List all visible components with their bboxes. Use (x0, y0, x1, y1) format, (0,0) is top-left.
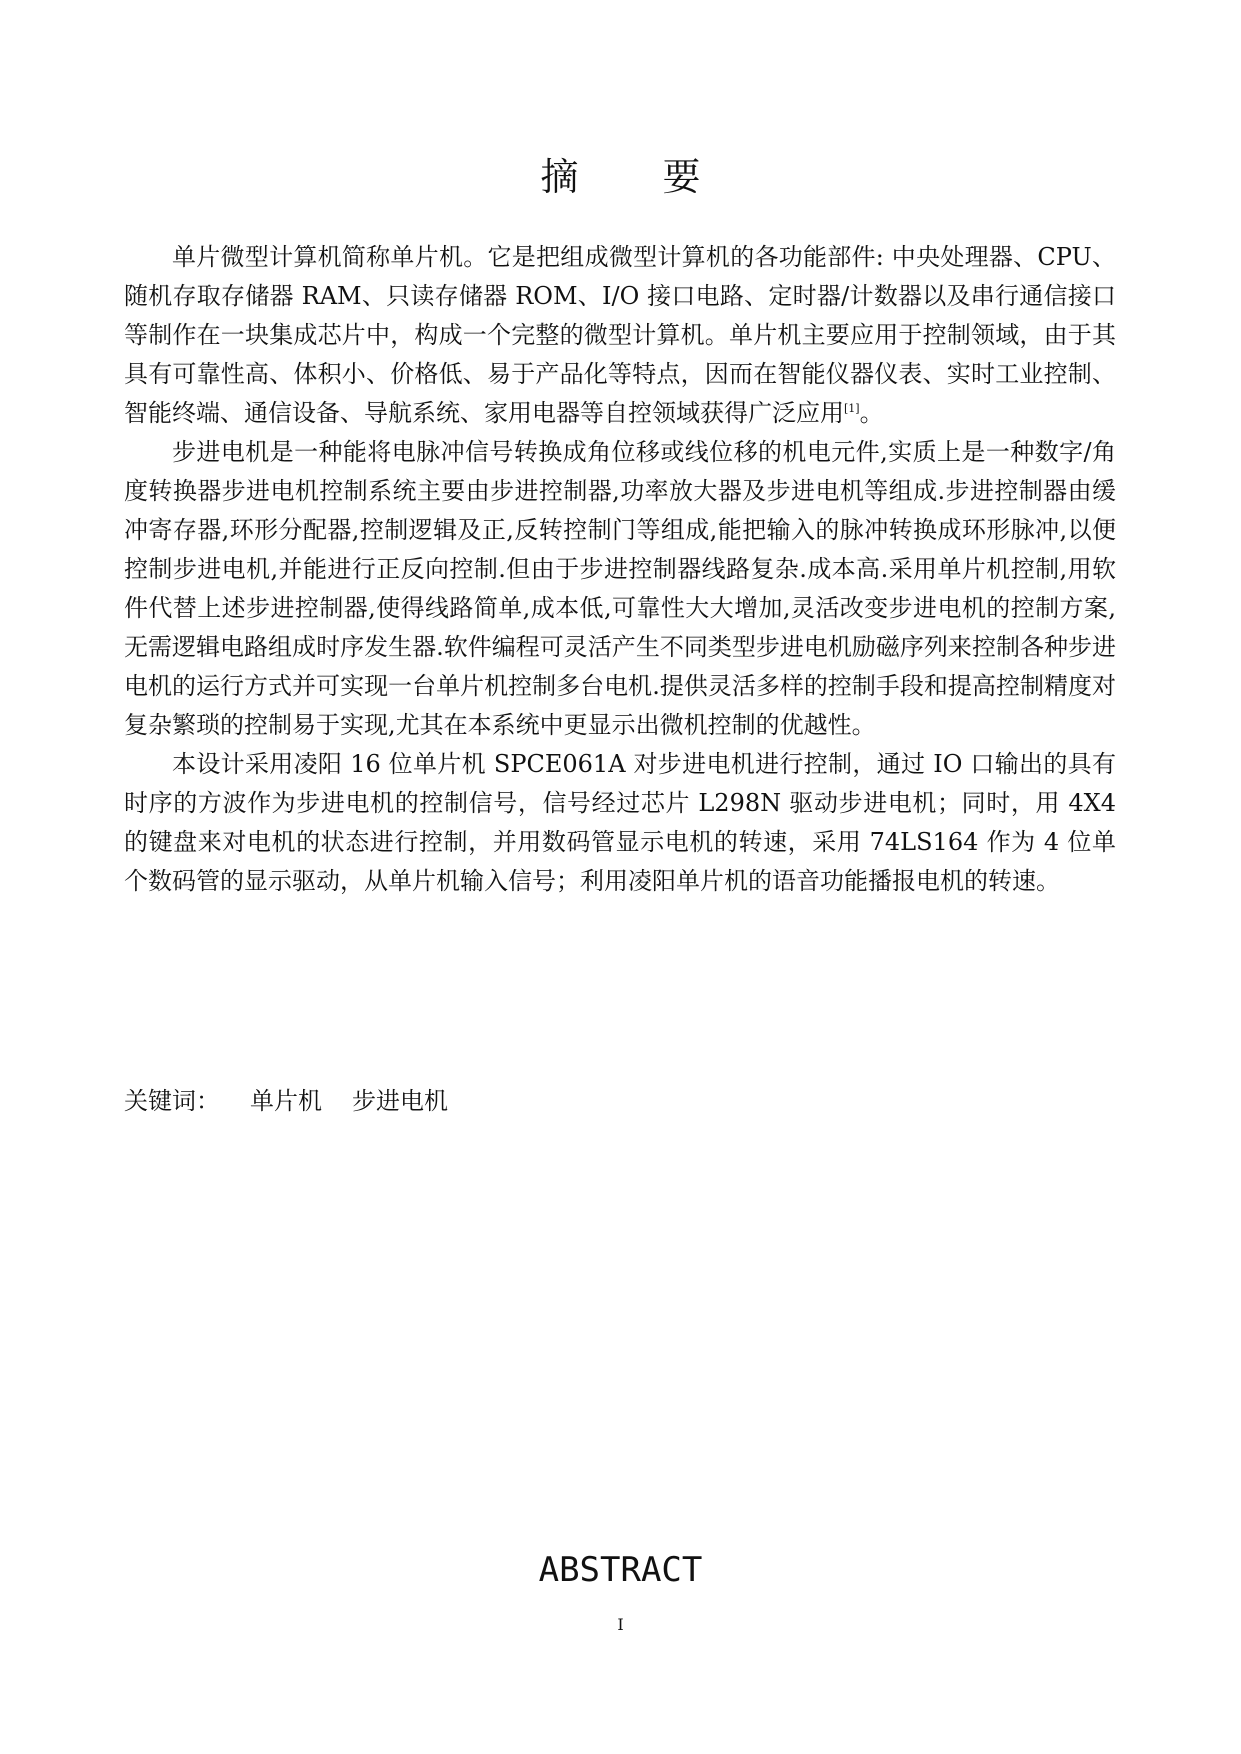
paragraph-1-text: 单片微型计算机简称单片机。它是把组成微型计算机的各功能部件: 中央处理器、CPU、随机存取存储器 RAM、只读存储器 ROM、I/O 接口电路、定时器/计数器以及串行通信接口等制作在一块集成芯片中，构成一个完整的微型计算机。单片机主要应用于控制领域，由于其具有可靠性高、体积小、价格低、易于产品化等特点，因而在智能仪器仪表、实时工业控制、智能终端、通信设备、导航系统、家用电器等自控领域获得广泛应用 (124, 243, 1116, 427)
abstract-body (124, 238, 1116, 901)
paragraph-2: 步进电机是一种能将电脉冲信号转换成角位移或线位移的机电元件,实质上是一种数字/角度转换器步进电机控制系统主要由步进控制器,功率放大器及步进电机等组成.步进控制器由缓冲寄存器,环形分配器,控制逻辑及正,反转控制门等组成,能把输入的脉冲转换成环形脉冲,以便控制步进电机,并能进行正反向控制.但由于步进控制器线路复杂.成本高.采用单片机控制,用软件代替上述步进控制器,使得线路简单,成本低,可靠性大大增加,灵活改变步进电机的控制方案,无需逻辑电路组成时序发生器.软件编程可灵活产生不同类型步进电机励磁序列来控制各种步进电机的运行方式并可实现一台单片机控制多台电机.提供灵活多样的控制手段和提高控制精度对复杂繁琐的控制易于实现,尤其在本系统中更显示出微机控制的优越性。 (124, 438, 1116, 739)
citation-marker: [1] (844, 402, 860, 415)
page-title: 摘 要 (540, 155, 737, 199)
paragraph-3: 本设计采用凌阳 16 位单片机 SPCE061A 对步进电机进行控制，通过 IO 口输出的具有时序的方波作为步进电机的控制信号，信号经过芯片 L298N 驱动步进电机；同时，用 4X4 的键盘来对电机的状态进行控制，并用数码管显示电机的转速，采用 74LS164 作为 4 位单个数码管的显示驱动，从单片机输入信号；利用凌阳单片机的语音功能播报电机的转速。 (124, 750, 1116, 895)
keyword-item: 单片机 (250, 1087, 322, 1115)
paragraph-1 (124, 238, 1116, 433)
keyword-item: 步进电机 (352, 1087, 448, 1115)
paragraph-1-tail: 。 (859, 399, 884, 427)
page-number: I (617, 1615, 624, 1634)
keywords-line (124, 1083, 478, 1119)
keywords-label: 关键词： (124, 1087, 220, 1115)
abstract-heading: ABSTRACT (538, 1550, 703, 1590)
